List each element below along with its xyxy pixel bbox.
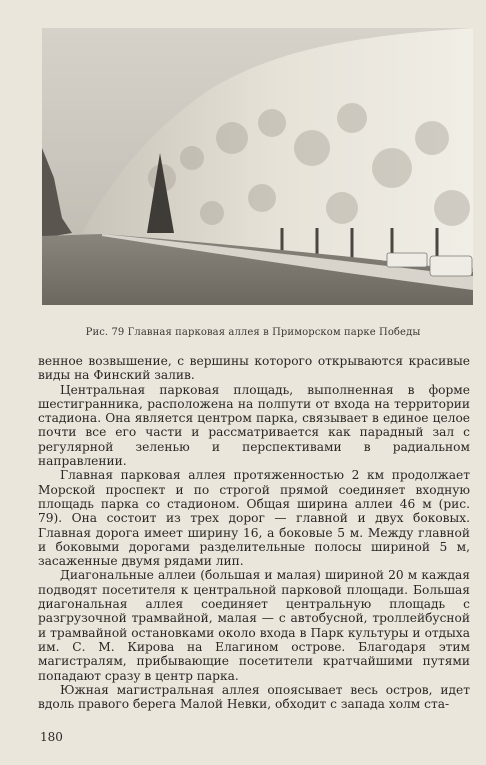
paragraph: Диагональные аллеи (большая и малая) шириной 20 м каждая подводят посетителя к центральной парковой площади. Большая диагональная аллея соединяет центральную площадь с разгрузочной трамвайной, малая — с автобусной, троллейбусной и трамвайной остановками около входа в Парк культуры и отдыха им. С. М. Кирова на Елагином острове. Благодаря этим магистралям, прибывающие посетители кратчайшими путями попадают сразу в центр парка. xyxy=(38,568,470,683)
alley-photo xyxy=(42,28,473,305)
paragraph: Центральная парковая площадь, выполненная в форме шестигранника, расположена на полпути от входа на территории стадиона. Она является центром парка, связывает в единое целое почти все его части и рассматривается как парадный зал с регулярной зеленью и перспективами в радиальном направлении. xyxy=(38,382,470,469)
figure-caption: Рис. 79 Главная парковая аллея в Приморском парке Победы xyxy=(85,327,421,338)
paragraph: венное возвышение, с вершины которого открываются красивые виды на Финский залив. xyxy=(38,354,470,383)
body-text xyxy=(38,354,470,711)
alley-photo-image xyxy=(42,28,473,305)
page-number: 180 xyxy=(40,730,63,744)
paragraph: Главная парковая аллея протяженностью 2 км продолжает Морской проспект и по строгой прямой соединяет входную площадь парка со стадионом. Общая ширина аллеи 46 м (рис. 79). Она состоит из трех дорог — главной и двух боковых. Главная дорога имеет ширину 16, а боковые 5 м. Между главной и боковыми дорогами разделительные полосы шириной 5 м, засаженные двумя рядами лип. xyxy=(38,468,470,569)
paragraph: Южная магистральная аллея опоясывает весь остров, идет вдоль правого берега Малой Невки, обходит с запада холм ста- xyxy=(38,682,470,712)
